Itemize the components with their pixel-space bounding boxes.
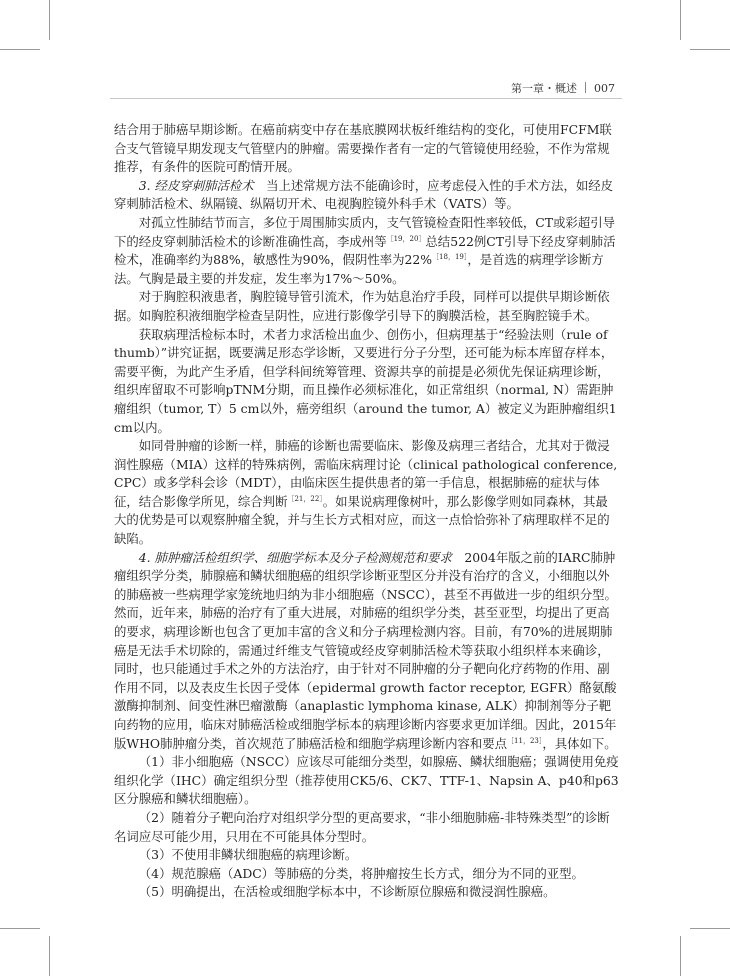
page-number: 007 [594,82,615,95]
section-heading: 4. 肺肿瘤活检组织学、细胞学标本及分子检测规范和要求 [138,549,452,565]
paragraph: 获取病理活检标本时，术者力求活检出血少、创伤小，但病理基于“经验法则（rule of thumb）”讲究证据，既要满足形态学诊断，又要进行分子分型，还可能为标本库留存样本，需要平衡，为此产生矛盾，但学科间统筹管理、资源共享的前提是必须优先保证病理诊断，组织库留取不可影响pTNM分期，而且操作必须标准化，如正常组织（normal, N）需距肿瘤组织（tumor, T）5 cm以外，癌旁组织（around the tumor, A）被定义为距肿瘤组织1 cm以内。 [114,326,617,435]
paragraph: 对于胸腔积液患者，胸腔镜导管引流术，作为姑息治疗手段，同样可以提供早期诊断依据。如胸腔积液细胞学检查呈阴性，应进行影像学引导下的胸膜活检，甚至胸腔镜手术。 [114,289,610,323]
paragraph: 结合用于肺癌早期诊断。在癌前病变中存在基底膜网状板纤维结构的变化，可使用FCFM联合支气管镜早期发现支气管壁内的肿瘤。需要操作者有一定的气管镜使用经验，不作为常规推荐，有条件的医院可酌情开展。 [114,122,612,175]
crop-mark [0,928,40,929]
paragraph-text: 总结522例CT引导下经皮穿刺肺活检术，准确率约为88%，敏感性为90%，假阴性率为22% [114,233,616,268]
citation: ［18，19］ [432,253,468,262]
citation: ［19，20］ [386,234,426,243]
paragraph-text: ，是首选的病理学诊断方法。气胸是最主要的并发症，发生率为17%～50%。 [114,252,604,286]
crop-mark [690,928,730,929]
citation: ［11，23］ [507,736,543,745]
paragraph [114,177,619,214]
paragraph-text: 当上述常规方法不能确诊时，应考虑侵入性的手术方法，如经皮穿刺肺活检术、纵隔镜、纵隔切开术、电视胸腔镜外科手术（VATS）等。 [114,177,614,212]
crop-mark [680,936,681,976]
crop-mark [690,49,730,50]
crop-mark [680,0,681,40]
page-body [114,121,619,902]
chapter-title: 第一章・概述 [511,82,577,95]
paragraph [114,549,619,754]
crop-mark [49,0,50,40]
paragraph-text: ，具体如下。 [542,735,617,751]
running-header [511,80,615,96]
header-divider [585,82,586,93]
header-rule [110,98,622,99]
paragraph-text: 。如果说病理像树叶，那么影像学则如同森林，其最大的优势是可以观察肿瘤全貌，并与生长方式相对应，而这一点恰恰弥补了病理取样不足的缺陷。 [114,493,610,547]
paragraph [114,437,619,549]
paragraph-text: 2004年版之前的IARC肺肿瘤组织学分类，肺腺癌和鳞状细胞癌的组织学诊断亚型区分并没有治疗的含义，小细胞以外的肺癌被一些病理学家笼统地归纳为非小细胞癌（NSCC），甚至不再做进一步的组织分型。然而，近年来，肺癌的治疗有了重大进展，对肺癌的组织学分类，甚至亚型，均提出了更高的要求，病理诊断也包含了更加丰富的含义和分子病理检测内容。目前，有70%的进展期肺癌是无法手术切除的，需通过纤维支气管镜或经皮穿刺肺活检术等获取小组织样本来确诊，同时，也只能通过手术之外的方法治疗，由于针对不同肿瘤的分子靶向化疗药物的作用、副作用不同，以及表皮生长因子受体（epidermal growth factor receptor, EGFR）酪氨酸激酶抑制剂、间变性淋巴瘤激酶（anaplastic lymphoma kinase, ALK）抑制剂等分子靶向药物的应用，临床对肺癌活检或细胞学标本的病理诊断内容要求更加详细。因此，2015年版WHO肺肿瘤分类，首次规范了肺癌活检和细胞学病理诊断内容和要点 [114,549,617,751]
section-heading: 3. 经皮穿刺肺活检术 [138,177,254,193]
crop-mark [0,49,40,50]
list-item: （5）明确提出，在活检或细胞学标本中，不诊断原位腺癌和微浸润性腺癌。 [138,884,556,900]
paragraph-text: 如同骨肿瘤的诊断一样，肺癌的诊断也需要临床、影像及病理三者结合，尤其对于微浸润性腺癌（MIA）这样的特殊病例，需临床病理讨论（clinical pathological conference, CPC）或多学科会诊（MDT），由临床医生提供患者的第一手信息，根据肺癌的症状与体征，结合影像学所见，综合判断 [114,438,618,509]
citation: ［21，22］ [287,494,323,503]
paragraph [114,214,619,288]
crop-mark [49,936,50,976]
list-item: （4）规范腺癌（ADC）等肺癌的分类，将肿瘤按生长方式，细分为不同的亚型。 [138,865,584,881]
list-item: （3）不使用非鳞状细胞癌的病理诊断。 [138,847,358,863]
list-item: （2）随着分子靶向治疗对组织学分型的更高要求，“非小细胞肺癌-非特殊类型”的诊断名词应尽可能少用，只用在不可能具体分型时。 [114,809,610,844]
list-item: （1）非小细胞癌（NSCC）应该尽可能细分类型，如腺癌、鳞状细胞癌；强调使用免疫组织化学（IHC）确定组织分型（推荐使用CK5/6、CK7、TTF-1、Napsin A、p40和p63区分腺癌和鳞状细胞癌）。 [114,754,619,807]
paragraph-text: 对孤立性肺结节而言，多位于周围肺实质内，支气管镜检查阳性率较低，CT或彩超引导下的经皮穿刺肺活检术的诊断准确性高，李成州等 [114,214,615,249]
